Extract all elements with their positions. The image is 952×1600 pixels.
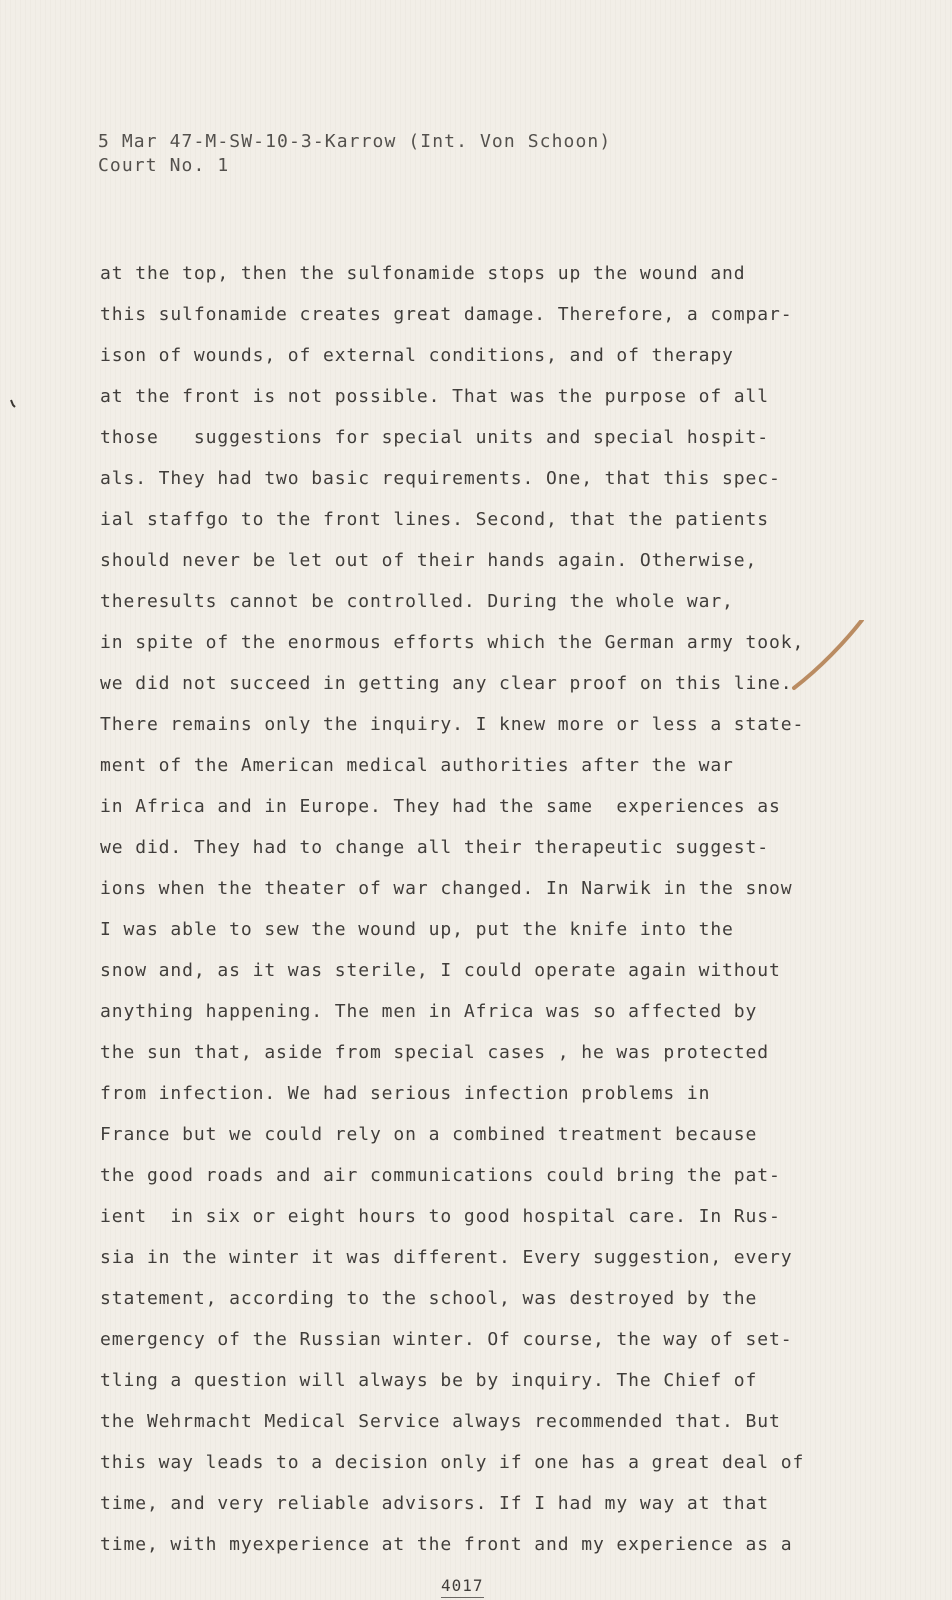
transcript-line: the Wehrmacht Medical Service always recommended that. But bbox=[100, 1411, 781, 1432]
transcript-line: theresults cannot be controlled. During the whole war, bbox=[100, 591, 734, 612]
header-case-reference: 5 Mar 47-M-SW-10-3-Karrow (Int. Von Schoon) bbox=[98, 131, 612, 152]
transcript-line: ison of wounds, of external conditions, and of therapy bbox=[100, 345, 734, 366]
transcript-line: we did not succeed in getting any clear proof on this line. bbox=[100, 673, 793, 694]
page-number: 4017 bbox=[441, 1576, 484, 1598]
transcript-line: the good roads and air communications could bring the pat- bbox=[100, 1165, 781, 1186]
transcript-line: time, with myexperience at the front and my experience as a bbox=[100, 1534, 793, 1555]
transcript-line: als. They had two basic requirements. One, that this spec- bbox=[100, 468, 781, 489]
transcript-line: France but we could rely on a combined treatment because bbox=[100, 1124, 758, 1145]
transcript-line: I was able to sew the wound up, put the knife into the bbox=[100, 919, 734, 940]
transcript-line: the sun that, aside from special cases , he was protected bbox=[100, 1042, 770, 1063]
transcript-line: at the front is not possible. That was the purpose of all bbox=[100, 386, 770, 407]
transcript-line: at the top, then the sulfonamide stops up the wound and bbox=[100, 263, 746, 284]
transcript-line: ial staffgo to the front lines. Second, that the patients bbox=[100, 509, 770, 530]
transcript-line: There remains only the inquiry. I knew more or less a state- bbox=[100, 714, 805, 735]
transcript-line: from infection. We had serious infection problems in bbox=[100, 1083, 711, 1104]
transcript-line: ment of the American medical authorities after the war bbox=[100, 755, 734, 776]
header-court-number: Court No. 1 bbox=[98, 155, 230, 176]
transcript-line: ient in six or eight hours to good hospital care. In Rus- bbox=[100, 1206, 781, 1227]
transcript-line: those suggestions for special units and special hospit- bbox=[100, 427, 770, 448]
transcript-line: this sulfonamide creates great damage. Therefore, a compar- bbox=[100, 304, 793, 325]
transcript-line: this way leads to a decision only if one has a great deal of bbox=[100, 1452, 805, 1473]
transcript-line: in spite of the enormous efforts which the German army took, bbox=[100, 632, 805, 653]
transcript-line: snow and, as it was sterile, I could operate again without bbox=[100, 960, 781, 981]
document-header bbox=[98, 130, 611, 178]
transcript-line: statement, according to the school, was destroyed by the bbox=[100, 1288, 758, 1309]
transcript-line: anything happening. The men in Africa was so affected by bbox=[100, 1001, 758, 1022]
transcript-line: emergency of the Russian winter. Of course, the way of set- bbox=[100, 1329, 793, 1350]
transcript-line: ions when the theater of war changed. In Narwik in the snow bbox=[100, 878, 793, 899]
pencil-annotation-mark bbox=[790, 620, 890, 710]
transcript-line: sia in the winter it was different. Every suggestion, every bbox=[100, 1247, 793, 1268]
margin-tick-mark bbox=[10, 399, 16, 409]
transcript-body bbox=[100, 253, 804, 1565]
transcript-line: tling a question will always be by inquiry. The Chief of bbox=[100, 1370, 758, 1391]
transcript-line: we did. They had to change all their therapeutic suggest- bbox=[100, 837, 770, 858]
transcript-line: time, and very reliable advisors. If I had my way at that bbox=[100, 1493, 770, 1514]
transcript-line: in Africa and in Europe. They had the same experiences as bbox=[100, 796, 781, 817]
transcript-line: should never be let out of their hands again. Otherwise, bbox=[100, 550, 758, 571]
